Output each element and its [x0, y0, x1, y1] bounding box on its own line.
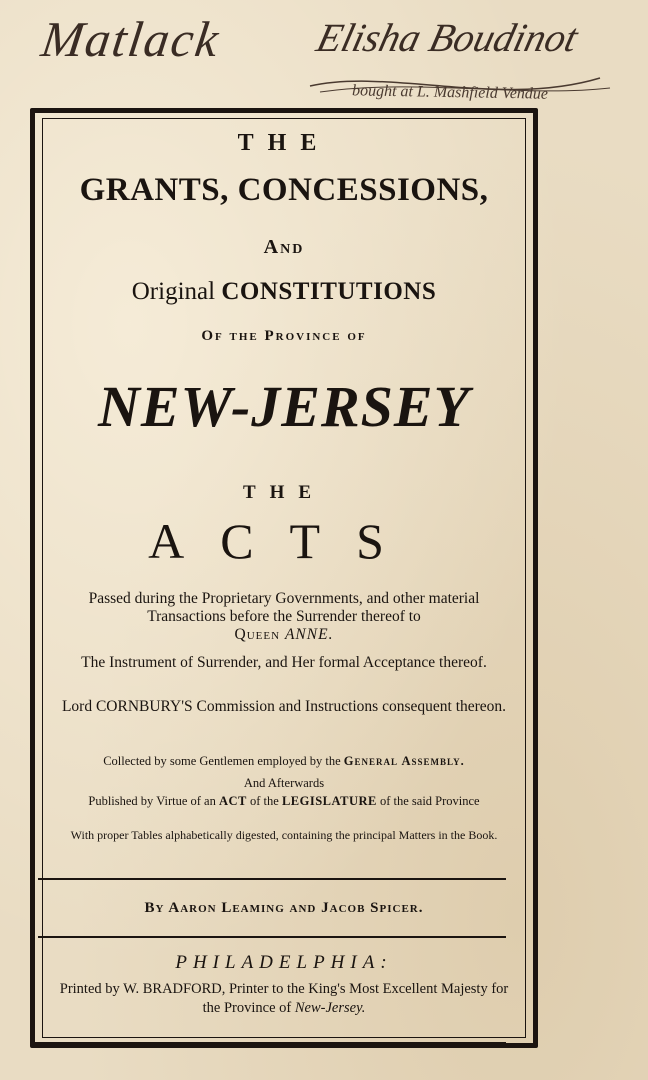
heading-the-acts-prefix: THE — [242, 482, 326, 503]
text-instrument: The Instrument of Surrender, and Her formal Acceptance thereof. — [81, 654, 487, 671]
legislature-word: LEGISLATURE — [281, 794, 377, 808]
divider-rule — [38, 878, 506, 880]
heading-grants-concessions: GRANTS, CONCESSIONS, — [79, 172, 489, 208]
imprint-philadelphia: PHILADELPHIA: — [175, 952, 393, 973]
text-afterwards: And Afterwards — [243, 776, 325, 790]
heading-of-province: Of the Province of — [201, 328, 367, 344]
general-assembly: General Assembly. — [343, 754, 465, 768]
divider-rule — [38, 936, 506, 938]
text-collected — [56, 754, 512, 769]
queen-prefix: Queen — [234, 626, 285, 643]
text-authors: By Aaron Leaming and Jacob Spicer. — [144, 900, 424, 916]
queen-name: ANNE. — [284, 626, 334, 643]
signature-boudinot: Elisha Boudinot — [312, 15, 583, 60]
heading-the: THE — [237, 130, 331, 156]
heading-new-jersey: NEW-JERSEY — [97, 374, 471, 439]
printed-place: New-Jersey. — [294, 1000, 366, 1016]
published-prefix: Published by Virtue of an — [88, 794, 219, 808]
printed-main: Printed by W. BRADFORD, Printer to the King's Most Excellent Majesty for the Province of — [59, 981, 509, 1016]
heading-original-constitutions — [46, 278, 522, 306]
text-cornbury: Lord CORNBURY'S Commission and Instructions consequent thereon. — [61, 698, 507, 715]
original-prefix: Original — [131, 278, 222, 305]
heading-acts: ACTS — [148, 513, 420, 569]
divider-rule-bottom — [34, 1042, 506, 1044]
signature-matlack: Matlack — [38, 11, 224, 67]
purchase-note: bought at L. Mashfield Vendue — [351, 82, 549, 103]
published-suffix: of the said Province — [376, 794, 480, 808]
text-published — [56, 794, 512, 809]
heading-and: And — [263, 236, 305, 258]
published-mid: of the — [246, 794, 282, 808]
text-passed: Passed during the Proprietary Governments, and other material Transactions before the Surrender thereof to — [88, 590, 480, 625]
collected-prefix: Collected by some Gentlemen employed by the — [103, 754, 344, 768]
imprint-printer — [56, 980, 512, 1018]
act-word: ACT — [218, 794, 247, 808]
constitutions-word: CONSTITUTIONS — [221, 278, 437, 305]
text-tables: With proper Tables alphabetically digested, containing the principal Matters in the Book. — [70, 828, 498, 842]
text-queen-anne — [56, 626, 512, 644]
